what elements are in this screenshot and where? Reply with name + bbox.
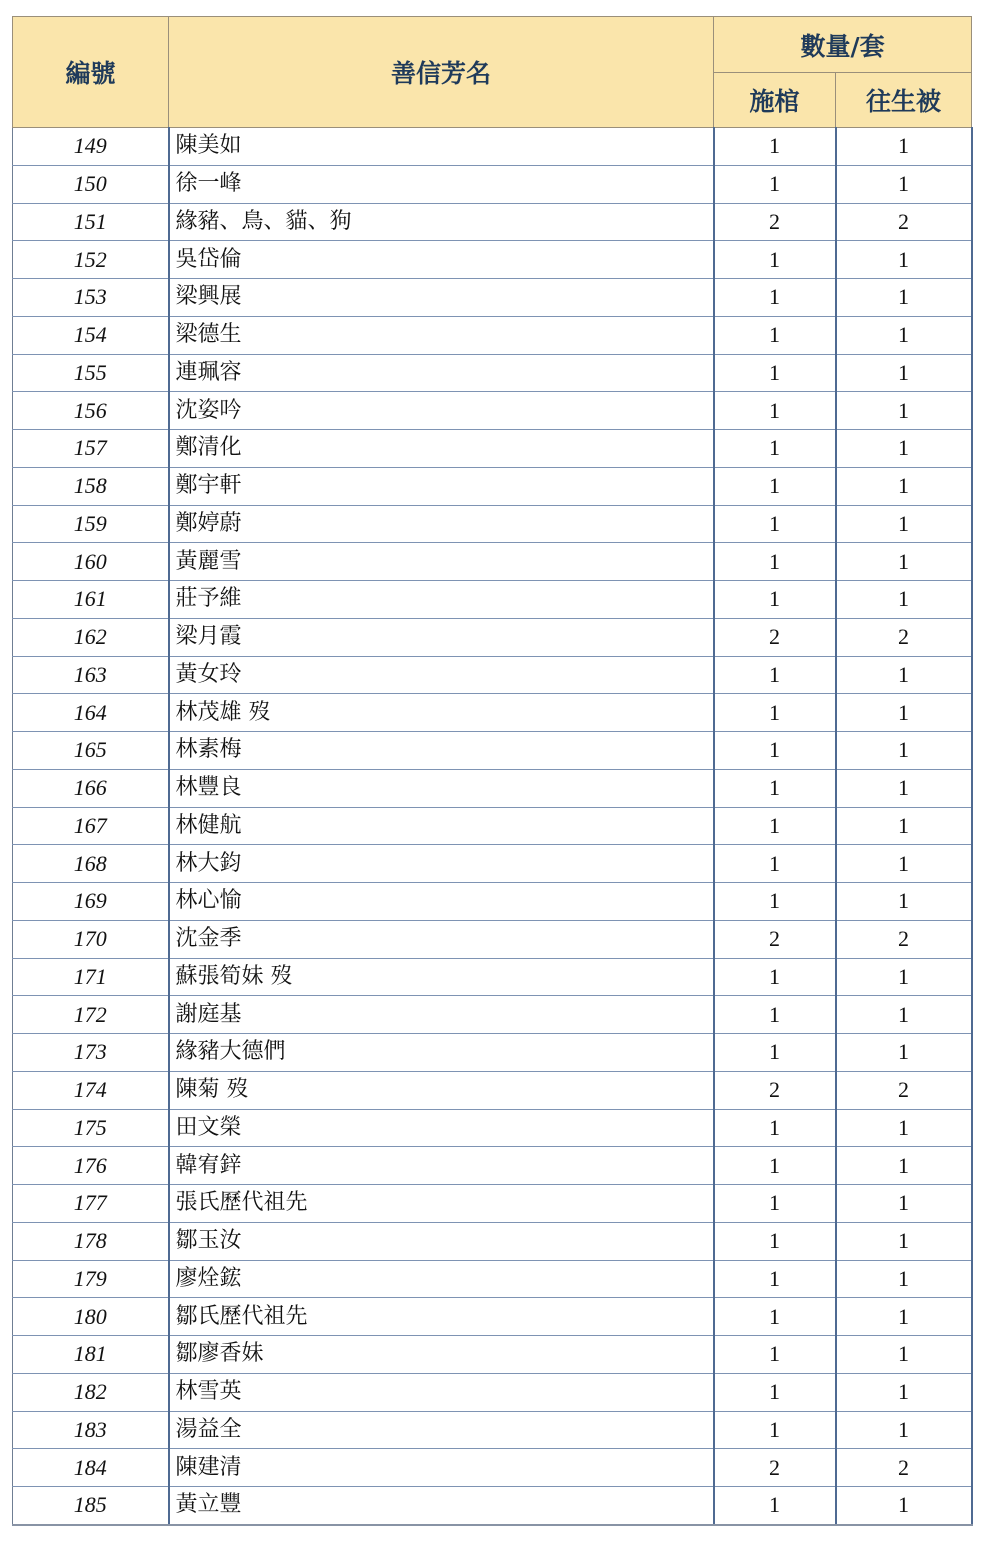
table-row <box>13 203 972 241</box>
row-number: 179 <box>13 1260 169 1298</box>
table-row <box>13 656 972 694</box>
donor-name: 連珮容 <box>169 354 714 392</box>
table-row <box>13 694 972 732</box>
quilt-quantity: 1 <box>836 279 972 317</box>
coffin-quantity: 2 <box>714 1449 836 1487</box>
quilt-quantity: 1 <box>836 1109 972 1147</box>
table-row <box>13 1185 972 1223</box>
donor-name: 緣豬、鳥、貓、狗 <box>169 203 714 241</box>
table-row <box>13 845 972 883</box>
donor-name: 黃麗雪 <box>169 543 714 581</box>
coffin-quantity: 1 <box>714 996 836 1034</box>
donor-name: 蘇張筍妹 歿 <box>169 958 714 996</box>
quilt-quantity: 2 <box>836 920 972 958</box>
table-row <box>13 1260 972 1298</box>
quilt-quantity: 1 <box>836 1260 972 1298</box>
row-number: 171 <box>13 958 169 996</box>
coffin-quantity: 1 <box>714 505 836 543</box>
quilt-quantity: 2 <box>836 1449 972 1487</box>
donor-name: 梁德生 <box>169 316 714 354</box>
coffin-quantity: 1 <box>714 1147 836 1185</box>
donor-name: 林大鈞 <box>169 845 714 883</box>
quilt-quantity: 1 <box>836 1147 972 1185</box>
table-row <box>13 1109 972 1147</box>
table-row <box>13 996 972 1034</box>
donor-name: 林雪英 <box>169 1373 714 1411</box>
coffin-quantity: 1 <box>714 845 836 883</box>
coffin-quantity: 1 <box>714 392 836 430</box>
coffin-quantity: 1 <box>714 1185 836 1223</box>
table-row <box>13 618 972 656</box>
donor-name: 吳岱倫 <box>169 241 714 279</box>
donor-name: 張氏歷代祖先 <box>169 1185 714 1223</box>
row-number: 168 <box>13 845 169 883</box>
table-row <box>13 392 972 430</box>
table-row <box>13 1298 972 1336</box>
table-body <box>13 128 972 1525</box>
quilt-quantity: 1 <box>836 883 972 921</box>
quilt-quantity: 1 <box>836 1034 972 1072</box>
row-number: 161 <box>13 581 169 619</box>
donor-name: 韓宥鋅 <box>169 1147 714 1185</box>
table-row <box>13 279 972 317</box>
row-number: 156 <box>13 392 169 430</box>
quilt-quantity: 1 <box>836 1411 972 1449</box>
coffin-quantity: 1 <box>714 1298 836 1336</box>
table-row <box>13 543 972 581</box>
table-row <box>13 430 972 468</box>
quilt-quantity: 1 <box>836 656 972 694</box>
row-number: 160 <box>13 543 169 581</box>
donor-name: 田文榮 <box>169 1109 714 1147</box>
donor-name: 梁月霞 <box>169 618 714 656</box>
coffin-quantity: 1 <box>714 807 836 845</box>
row-number: 165 <box>13 732 169 770</box>
donor-name: 沈姿吟 <box>169 392 714 430</box>
row-number: 154 <box>13 316 169 354</box>
quilt-quantity: 2 <box>836 203 972 241</box>
quilt-quantity: 1 <box>836 581 972 619</box>
donor-name: 徐一峰 <box>169 165 714 203</box>
row-number: 169 <box>13 883 169 921</box>
row-number: 155 <box>13 354 169 392</box>
donor-name: 陳菊 歿 <box>169 1071 714 1109</box>
coffin-quantity: 1 <box>714 1411 836 1449</box>
quilt-quantity: 1 <box>836 165 972 203</box>
coffin-quantity: 1 <box>714 694 836 732</box>
quilt-quantity: 1 <box>836 316 972 354</box>
donor-table <box>12 16 973 1526</box>
donor-name: 黃立豐 <box>169 1487 714 1525</box>
quilt-quantity: 2 <box>836 1071 972 1109</box>
quilt-quantity: 1 <box>836 241 972 279</box>
table-row <box>13 1147 972 1185</box>
table-header <box>13 17 972 128</box>
row-number: 185 <box>13 1487 169 1525</box>
coffin-quantity: 2 <box>714 618 836 656</box>
donor-name: 鄭婷蔚 <box>169 505 714 543</box>
row-number: 180 <box>13 1298 169 1336</box>
table-row <box>13 505 972 543</box>
donor-name: 黃女玲 <box>169 656 714 694</box>
table-row <box>13 1449 972 1487</box>
table-row <box>13 241 972 279</box>
donor-name: 陳建清 <box>169 1449 714 1487</box>
row-number: 152 <box>13 241 169 279</box>
coffin-quantity: 1 <box>714 581 836 619</box>
quilt-quantity: 1 <box>836 128 972 166</box>
coffin-quantity: 1 <box>714 241 836 279</box>
table-row <box>13 807 972 845</box>
donor-name: 鄒氏歷代祖先 <box>169 1298 714 1336</box>
donor-name: 沈金季 <box>169 920 714 958</box>
row-number: 162 <box>13 618 169 656</box>
row-number: 181 <box>13 1336 169 1374</box>
coffin-quantity: 1 <box>714 1373 836 1411</box>
coffin-quantity: 1 <box>714 1034 836 1072</box>
quilt-quantity: 1 <box>836 543 972 581</box>
quilt-quantity: 1 <box>836 505 972 543</box>
row-number: 172 <box>13 996 169 1034</box>
table-row <box>13 1071 972 1109</box>
donor-name: 鄭清化 <box>169 430 714 468</box>
row-number: 157 <box>13 430 169 468</box>
table-row <box>13 581 972 619</box>
quilt-quantity: 1 <box>836 694 972 732</box>
table-row <box>13 1222 972 1260</box>
header-donor-name: 善信芳名 <box>169 17 714 128</box>
quilt-quantity: 1 <box>836 1336 972 1374</box>
row-number: 159 <box>13 505 169 543</box>
quilt-quantity: 1 <box>836 958 972 996</box>
coffin-quantity: 2 <box>714 920 836 958</box>
coffin-quantity: 1 <box>714 732 836 770</box>
donor-name: 謝庭基 <box>169 996 714 1034</box>
coffin-quantity: 1 <box>714 430 836 468</box>
quilt-quantity: 1 <box>836 392 972 430</box>
header-number: 編號 <box>13 17 169 128</box>
coffin-quantity: 1 <box>714 279 836 317</box>
row-number: 177 <box>13 1185 169 1223</box>
coffin-quantity: 1 <box>714 543 836 581</box>
header-coffin: 施棺 <box>714 73 836 128</box>
donor-name: 陳美如 <box>169 128 714 166</box>
donor-name: 鄭宇軒 <box>169 467 714 505</box>
donor-name: 廖烇鋐 <box>169 1260 714 1298</box>
coffin-quantity: 1 <box>714 354 836 392</box>
table-row <box>13 316 972 354</box>
coffin-quantity: 1 <box>714 1260 836 1298</box>
coffin-quantity: 1 <box>714 128 836 166</box>
row-number: 183 <box>13 1411 169 1449</box>
quilt-quantity: 1 <box>836 467 972 505</box>
quilt-quantity: 1 <box>836 845 972 883</box>
quilt-quantity: 1 <box>836 1487 972 1525</box>
donor-name: 林心愉 <box>169 883 714 921</box>
coffin-quantity: 1 <box>714 165 836 203</box>
row-number: 184 <box>13 1449 169 1487</box>
table-row <box>13 467 972 505</box>
coffin-quantity: 1 <box>714 1222 836 1260</box>
header-quantity-group: 數量/套 <box>714 17 972 73</box>
coffin-quantity: 1 <box>714 883 836 921</box>
donor-name: 莊予維 <box>169 581 714 619</box>
coffin-quantity: 1 <box>714 656 836 694</box>
row-number: 151 <box>13 203 169 241</box>
row-number: 173 <box>13 1034 169 1072</box>
table-row <box>13 165 972 203</box>
coffin-quantity: 1 <box>714 316 836 354</box>
table-row <box>13 732 972 770</box>
quilt-quantity: 2 <box>836 618 972 656</box>
quilt-quantity: 1 <box>836 769 972 807</box>
table-row <box>13 958 972 996</box>
quilt-quantity: 1 <box>836 1185 972 1223</box>
row-number: 163 <box>13 656 169 694</box>
table-row <box>13 883 972 921</box>
table-row <box>13 769 972 807</box>
donor-name: 鄒廖香妹 <box>169 1336 714 1374</box>
table-row <box>13 1411 972 1449</box>
quilt-quantity: 1 <box>836 354 972 392</box>
donor-name: 林健航 <box>169 807 714 845</box>
row-number: 164 <box>13 694 169 732</box>
coffin-quantity: 2 <box>714 1071 836 1109</box>
quilt-quantity: 1 <box>836 1222 972 1260</box>
row-number: 174 <box>13 1071 169 1109</box>
donor-name: 湯益全 <box>169 1411 714 1449</box>
donor-name: 林茂雄 歿 <box>169 694 714 732</box>
coffin-quantity: 1 <box>714 467 836 505</box>
coffin-quantity: 2 <box>714 203 836 241</box>
row-number: 150 <box>13 165 169 203</box>
row-number: 158 <box>13 467 169 505</box>
row-number: 149 <box>13 128 169 166</box>
quilt-quantity: 1 <box>836 1373 972 1411</box>
table-row <box>13 1487 972 1525</box>
row-number: 176 <box>13 1147 169 1185</box>
table-row <box>13 128 972 166</box>
quilt-quantity: 1 <box>836 807 972 845</box>
coffin-quantity: 1 <box>714 958 836 996</box>
table-row <box>13 1336 972 1374</box>
coffin-quantity: 1 <box>714 1336 836 1374</box>
quilt-quantity: 1 <box>836 1298 972 1336</box>
table-row <box>13 354 972 392</box>
donor-name: 鄒玉汝 <box>169 1222 714 1260</box>
row-number: 153 <box>13 279 169 317</box>
quilt-quantity: 1 <box>836 996 972 1034</box>
donor-name: 林素梅 <box>169 732 714 770</box>
header-quilt: 往生被 <box>836 73 972 128</box>
row-number: 170 <box>13 920 169 958</box>
row-number: 178 <box>13 1222 169 1260</box>
row-number: 182 <box>13 1373 169 1411</box>
row-number: 166 <box>13 769 169 807</box>
coffin-quantity: 1 <box>714 769 836 807</box>
coffin-quantity: 1 <box>714 1109 836 1147</box>
donor-name: 梁興展 <box>169 279 714 317</box>
row-number: 167 <box>13 807 169 845</box>
table-row <box>13 1034 972 1072</box>
coffin-quantity: 1 <box>714 1487 836 1525</box>
donor-name: 緣豬大德們 <box>169 1034 714 1072</box>
table-row <box>13 920 972 958</box>
donor-name: 林豐良 <box>169 769 714 807</box>
table-row <box>13 1373 972 1411</box>
quilt-quantity: 1 <box>836 732 972 770</box>
quilt-quantity: 1 <box>836 430 972 468</box>
row-number: 175 <box>13 1109 169 1147</box>
